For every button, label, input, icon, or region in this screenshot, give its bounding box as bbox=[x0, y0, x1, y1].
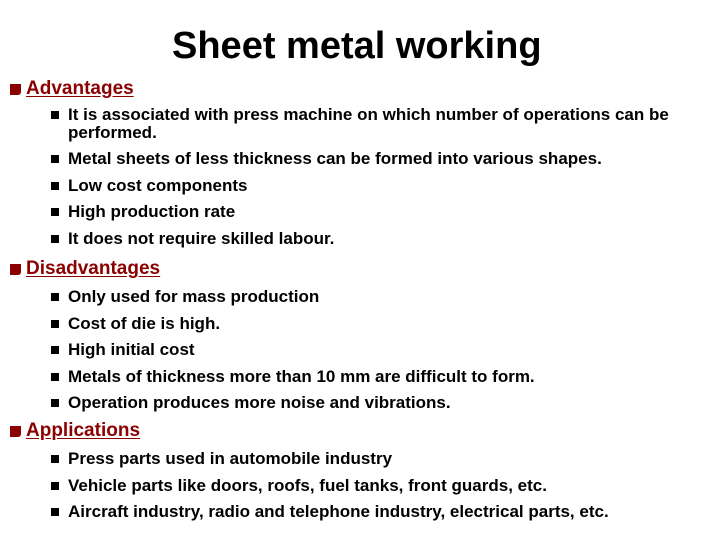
list-item bbox=[51, 446, 716, 473]
list-item-text: Low cost components bbox=[68, 175, 248, 195]
applications-list bbox=[51, 446, 716, 526]
square-bullet-icon bbox=[51, 182, 59, 190]
list-item bbox=[51, 199, 716, 226]
square-bullet-icon bbox=[51, 155, 59, 163]
list-item-text: Aircraft industry, radio and telephone industry, electrical parts, etc. bbox=[68, 502, 609, 522]
disadvantages-list bbox=[51, 284, 716, 417]
section-label: Disadvantages bbox=[26, 258, 161, 279]
list-item bbox=[51, 226, 716, 253]
square-bullet-icon bbox=[51, 293, 59, 301]
list-item-text: Vehicle parts like doors, roofs, fuel tanks, front guards, etc. bbox=[68, 475, 547, 495]
section-label: Applications bbox=[26, 420, 141, 441]
list-item-text: Metals of thickness more than 10 mm are difficult to form. bbox=[68, 366, 535, 386]
square-bullet-icon bbox=[51, 111, 59, 119]
list-item-text: Operation produces more noise and vibrations. bbox=[68, 393, 451, 413]
list-item bbox=[51, 499, 716, 526]
list-item bbox=[51, 173, 716, 200]
list-item-text: Cost of die is high. bbox=[68, 313, 221, 333]
section-heading-advantages bbox=[10, 77, 134, 101]
list-item bbox=[51, 284, 716, 311]
list-item bbox=[51, 102, 716, 146]
list-item bbox=[51, 337, 716, 364]
list-item bbox=[51, 146, 716, 173]
section-heading-applications bbox=[10, 419, 140, 443]
list-item-text: Only used for mass production bbox=[68, 287, 320, 306]
advantages-list bbox=[51, 102, 716, 252]
list-item-text: It is associated with press machine on which number of operations can be performed. bbox=[68, 105, 669, 142]
list-item-text: Metal sheets of less thickness can be formed into various shapes. bbox=[68, 149, 602, 168]
list-item-text: It does not require skilled labour. bbox=[68, 228, 335, 248]
square-bullet-icon bbox=[51, 373, 59, 381]
square-bullet-icon bbox=[51, 208, 59, 216]
square-bullet-icon bbox=[51, 482, 59, 490]
list-item bbox=[51, 364, 716, 391]
list-item-text: High production rate bbox=[68, 202, 236, 222]
square-bullet-icon bbox=[51, 346, 59, 354]
slide-title: Sheet metal working bbox=[172, 25, 542, 67]
square-bullet-icon bbox=[51, 235, 59, 243]
square-bullet-icon bbox=[51, 508, 59, 516]
list-item-text: High initial cost bbox=[68, 340, 195, 360]
list-item bbox=[51, 311, 716, 338]
list-item bbox=[51, 473, 716, 500]
q-box-icon bbox=[10, 264, 21, 275]
q-box-icon bbox=[10, 426, 21, 437]
list-item bbox=[51, 390, 716, 417]
q-box-icon bbox=[10, 84, 21, 95]
square-bullet-icon bbox=[51, 455, 59, 463]
square-bullet-icon bbox=[51, 399, 59, 407]
section-heading-disadvantages bbox=[10, 257, 160, 281]
list-item-text: Press parts used in automobile industry bbox=[68, 449, 393, 468]
section-label: Advantages bbox=[26, 78, 134, 99]
square-bullet-icon bbox=[51, 320, 59, 328]
